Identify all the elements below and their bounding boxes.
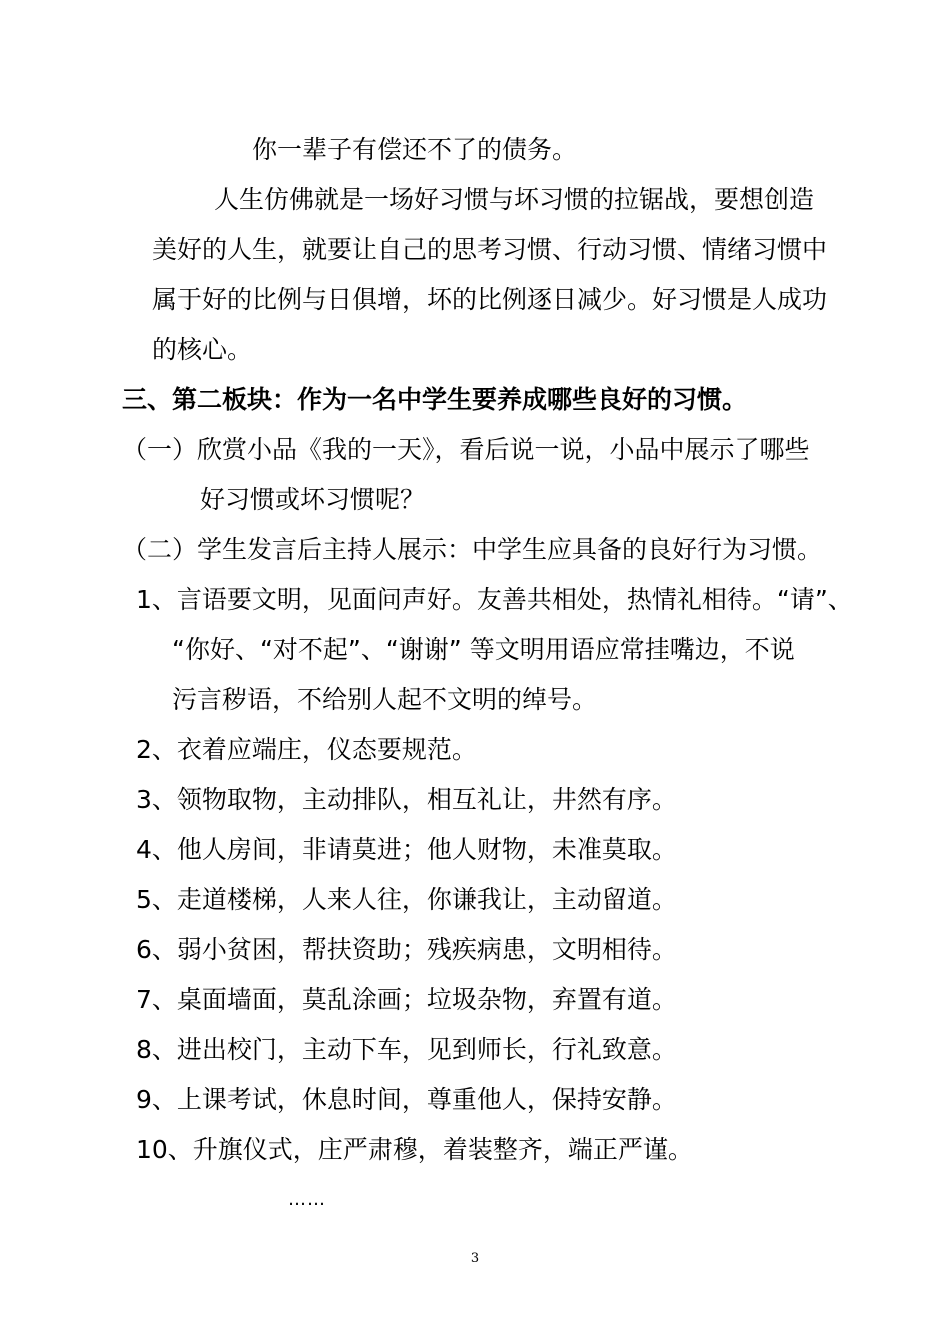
list-item: 5、走道楼梯，人来人往，你谦我让，主动留道。 [136, 885, 677, 914]
list-item-continuation: 污言秽语，不给别人起不文明的绰号。 [172, 685, 598, 714]
paragraph-line: 的核心。 [152, 335, 253, 364]
list-item: 2、衣着应端庄，仪态要规范。 [136, 735, 477, 764]
section-heading: 三、第二板块：作为一名中学生要养成哪些良好的习惯。 [122, 385, 748, 414]
list-item-continuation: “你好、“对不起”、“谢谢” 等文明用语应常挂嘴边，不说 [172, 635, 795, 664]
list-item: 1、言语要文明，见面问声好。友善共相处，热情礼相待。“请”、 [136, 585, 853, 614]
paragraph-line: 属于好的比例与日俱增，坏的比例逐日减少。好习惯是人成功 [152, 285, 828, 314]
paragraph-line: 美好的人生，就要让自己的思考习惯、行动习惯、情绪习惯中 [152, 235, 828, 264]
list-item: 7、桌面墙面，莫乱涂画；垃圾杂物，弃置有道。 [136, 985, 677, 1014]
paragraph-line: 人生仿佛就是一场好习惯与坏习惯的拉锯战，要想创造 [214, 185, 815, 214]
page-number: 3 [470, 1251, 480, 1266]
list-item: 10、升旗仪式，庄严肃穆，着装整齐，端正严谨。 [136, 1135, 693, 1164]
list-item: 8、进出校门，主动下车，见到师长，行礼致意。 [136, 1035, 677, 1064]
list-item: 6、弱小贫困，帮扶资助；残疾病患，文明相待。 [136, 935, 677, 964]
subsection-line: （二）学生发言后主持人展示：中学生应具备的良好行为习惯。 [122, 535, 823, 564]
subsection-line: （一）欣赏小品《我的一天》，看后说一说，小品中展示了哪些 [122, 435, 810, 464]
ellipsis: …… [288, 1189, 326, 1210]
list-item: 9、上课考试，休息时间，尊重他人，保持安静。 [136, 1085, 677, 1114]
paragraph-line: 你一辈子有偿还不了的债务。 [252, 135, 578, 164]
subsection-line: 好习惯或坏习惯呢？ [200, 485, 426, 514]
list-item: 3、领物取物，主动排队，相互礼让，井然有序。 [136, 785, 677, 814]
list-item: 4、他人房间，非请莫进；他人财物，未准莫取。 [136, 835, 677, 864]
